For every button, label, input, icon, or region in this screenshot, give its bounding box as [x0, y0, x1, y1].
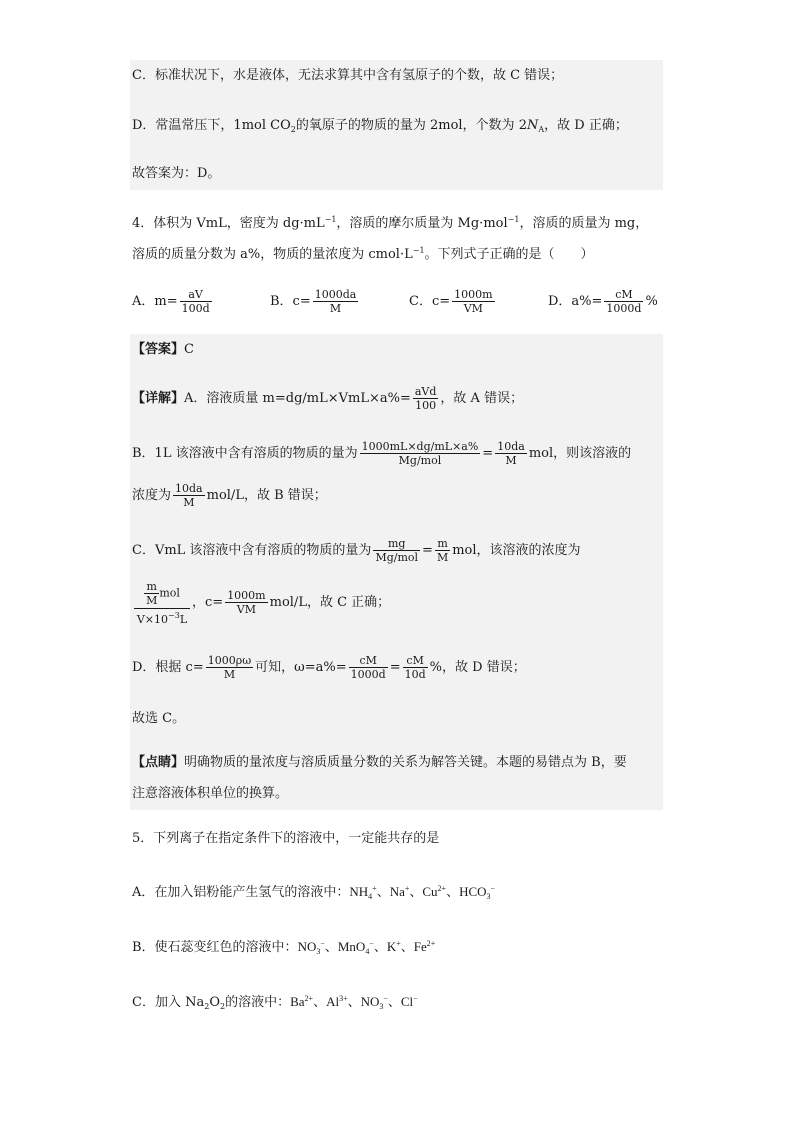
ion-sub: 3: [486, 892, 491, 901]
q4-optD-num: cM: [604, 288, 643, 302]
prev-d-text-b: 的氧原子的物质的量为 2mol，个数为 2: [295, 118, 527, 133]
detail-b-eq: =: [482, 446, 494, 461]
q4-optA-num: aV: [180, 288, 212, 302]
detail-label: 【详解】: [132, 391, 185, 406]
tip-label: 【点睛】: [132, 755, 185, 770]
q5-stem: 5．下列离子在指定条件下的溶液中，一定能共存的是: [132, 831, 440, 846]
q5-option-b: [132, 934, 435, 962]
q4-l2-b: 。下列式子正确的是（ ）: [424, 247, 594, 262]
detail-c2-post: mol/L，故 C 正确；: [269, 595, 391, 610]
ion-text: 、HCO: [446, 884, 487, 899]
detail-b-frac2: [495, 440, 527, 467]
prev-d-sub: 2: [290, 125, 296, 134]
detail-c2-compound-den: [134, 609, 190, 626]
detail-a-den: 100: [415, 399, 437, 412]
ion-sup: −: [490, 884, 496, 893]
q4-optC-pre: C．c=: [409, 294, 451, 309]
ion-sup: −: [320, 939, 325, 948]
detail-c2-inner-frac: [144, 580, 159, 607]
detail-b2: [132, 479, 327, 513]
detail-d-num1: 1000ρω: [207, 654, 252, 667]
detail-c2-den2: VM: [236, 603, 257, 616]
detail-d-frac1: [206, 654, 253, 681]
q4-optA-pre: A．m=: [132, 294, 178, 309]
detail-b-num1: 1000mL×dg/mL×a%: [361, 440, 479, 453]
detail-c-den1: Mg/mol: [375, 551, 419, 564]
q5-c-mid: O: [209, 995, 220, 1010]
detail-a-post: ，故 A 错误；: [440, 391, 524, 406]
detail-c2-inner-unit: mol: [159, 586, 180, 599]
q4-optD-frac: [604, 288, 643, 315]
q5-c-sub1: 2: [204, 1002, 210, 1011]
detail-c2-compound-num: [134, 580, 190, 609]
detail-b2-frac: [173, 482, 205, 509]
ion-text: 、NO: [347, 994, 380, 1009]
detail-b2-den: M: [183, 496, 195, 509]
detail-d-pre: D．根据 c=: [132, 660, 204, 675]
ion-text: 、MnO: [324, 939, 366, 954]
answer-value: C: [184, 342, 194, 357]
detail-b-pre: B．1L 该溶液中含有溶质的物质的量为: [132, 446, 358, 461]
q5-option-a: [132, 879, 495, 907]
q4-optC-den: VM: [463, 302, 483, 315]
ion-text: NO: [297, 939, 317, 954]
detail-c-frac2: [435, 537, 450, 564]
detail-b2-post: mol/L，故 B 错误；: [206, 488, 327, 503]
q4-optB-den: M: [329, 302, 342, 315]
ion-sup: +: [396, 939, 401, 948]
detail-c2-mid: ，c=: [192, 595, 224, 610]
q4-option-c: [409, 284, 497, 320]
ion-sub: 3: [316, 947, 321, 956]
detail-b2-num: 10da: [175, 482, 203, 495]
q4-l1-sup2: −1: [507, 215, 520, 224]
ion-text: 、K: [373, 939, 397, 954]
detail-a: [132, 382, 523, 416]
prev-answer: 故答案为：D。: [132, 166, 221, 181]
prev-d-na: N: [526, 118, 539, 133]
ion-sub: 3: [379, 1002, 384, 1011]
ion-sup: 2+: [426, 939, 436, 948]
tip-text-1: 明确物质的量浓度与溶质质量分数的关系为解答关键。本题的易错点为 B，要: [184, 755, 627, 770]
detail-d-den2: 1000d: [350, 668, 386, 681]
q4-option-b: [270, 284, 360, 320]
ion-sup: 3+: [339, 994, 348, 1003]
detail-c-pre: C．VmL 该溶液中含有溶质的物质的量为: [132, 543, 372, 558]
detail-b-post: mol，则该溶液的: [528, 446, 632, 461]
detail-d: [132, 651, 526, 685]
detail-a-num: aVd: [414, 385, 437, 398]
q4-optB-frac: [313, 288, 359, 315]
q4-optA-frac: [180, 288, 212, 315]
ion-sup: −: [369, 939, 374, 948]
q5-c-ions: [290, 994, 418, 1009]
answer-label: 【答案】: [132, 342, 185, 357]
detail-d-frac3: [403, 654, 428, 681]
detail-c2-frac: [225, 589, 267, 616]
detail-c2-compound-frac: [134, 580, 190, 626]
q4-optB-pre: B．c=: [270, 294, 311, 309]
q5-b-ions: [298, 939, 436, 954]
detail-c2-num: 1000m: [227, 589, 266, 602]
q4-l2-sup: −1: [412, 246, 425, 255]
prev-d-text-c: ，故 D 正确；: [544, 118, 628, 133]
tip-line2: 注意溶液体积单位的换算。: [132, 786, 289, 801]
q5-c-sub2: 2: [219, 1002, 226, 1011]
detail-b-frac1: [360, 440, 481, 467]
detail-c: [132, 534, 581, 568]
ion-sub: 4: [368, 892, 373, 901]
q5-a-pre: A．在加入铝粉能产生氢气的溶液中：: [132, 885, 350, 900]
ion-text: 、Na: [376, 884, 405, 899]
ion-text: NH: [349, 884, 369, 899]
ion-text: 、Cl: [387, 994, 414, 1009]
prev-option-c: C．标准状况下，水是液体，无法求算其中含有氢原子的个数，故 C 错误；: [132, 68, 564, 83]
q4-l2-a: 溶质的质量分数为 a%，物质的量浓度为 cmol·L: [132, 247, 413, 262]
q4-optC-num: 1000m: [454, 288, 493, 301]
ion-text: 、Al: [313, 994, 340, 1009]
ion-text: 、Cu: [409, 884, 438, 899]
detail-d-post: %，故 D 错误；: [429, 660, 526, 675]
ion-sup: 2+: [437, 884, 447, 893]
q4-optC-frac: [452, 288, 494, 315]
ion-text: 、Fe: [400, 939, 427, 954]
q4-stem-line2: [132, 241, 594, 265]
answer-line: [132, 340, 194, 360]
detail-b: [132, 437, 631, 471]
prev-d-text-a: D．常温常压下，1mol CO: [132, 118, 291, 133]
detail-d-mid: 可知，ω=a%=: [255, 660, 347, 675]
detail-a-pre: A．溶液质量 m=dg/mL×VmL×a%=: [184, 391, 411, 406]
q5-option-c: [132, 989, 418, 1017]
ion-sup: 2+: [304, 994, 314, 1003]
q4-optB-num: 1000da: [314, 288, 357, 301]
q4-l1-b: ，溶质的摩尔质量为 Mg·mol: [336, 216, 508, 231]
detail-b-den1: Mg/mol: [398, 454, 442, 467]
prev-d-na-sub: A: [538, 125, 545, 134]
detail-c2: [132, 578, 390, 628]
detail-d-eq: =: [389, 660, 401, 675]
q5-a-ions: [349, 884, 495, 899]
detail-c-num2: m: [435, 537, 450, 551]
detail-d-num2: cM: [349, 654, 388, 668]
q4-option-d: [548, 284, 658, 320]
ion-sup: +: [404, 884, 410, 893]
q4-optD-post: %: [645, 294, 658, 309]
detail-c-eq: =: [422, 543, 433, 558]
detail-b-num2: 10da: [497, 440, 525, 453]
q5-c-post: 的溶液中：: [225, 995, 291, 1010]
detail-c-num1: mg: [373, 537, 420, 551]
q4-optD-den: 1000d: [606, 302, 642, 315]
q4-optD-pre: D．a%=: [548, 294, 603, 309]
prev-option-d: [132, 116, 628, 140]
q4-l1-sup1: −1: [324, 215, 337, 224]
ion-sub: 4: [365, 947, 370, 956]
detail-c-post: mol，该溶液的浓度为: [452, 543, 581, 558]
q4-optA-den: 100d: [181, 302, 210, 315]
detail-d-frac2: [349, 654, 388, 681]
ion-text: Ba: [290, 994, 305, 1009]
q4-l1-c: ，溶质的质量为 mg，: [519, 216, 649, 231]
detail-d-den3: 10d: [404, 668, 426, 681]
detail-c-den2: M: [436, 551, 449, 564]
detail-c2-inner-num: m: [144, 580, 159, 594]
ion-sup: −: [383, 994, 388, 1003]
detail-c2-den-text: V×10: [136, 612, 169, 626]
ion-sup: +: [372, 884, 377, 893]
detail-c2-inner-den: M: [146, 593, 158, 607]
detail-b-den2: M: [505, 454, 517, 467]
detail-d-den1: M: [223, 668, 236, 681]
q5-b-pre: B．使石蕊变红色的溶液中：: [132, 940, 298, 955]
q4-l1-a: 4．体积为 VmL，密度为 dg·mL: [132, 216, 325, 231]
detail-d-num3: cM: [403, 654, 428, 668]
q4-stem-line1: [132, 210, 648, 234]
detail-b2-pre: 浓度为: [132, 488, 172, 503]
detail-a-frac: [413, 385, 439, 412]
detail-c2-den-unit: L: [179, 612, 188, 626]
tip-line1: [132, 753, 627, 773]
ion-sup: −: [413, 994, 418, 1003]
choose-line: 故选 C。: [132, 711, 186, 726]
detail-c-frac1: [373, 537, 420, 564]
q4-option-a: [132, 284, 214, 320]
detail-c2-den-sup: −3: [168, 610, 180, 620]
q5-c-pre: C．加入 Na: [132, 995, 205, 1010]
